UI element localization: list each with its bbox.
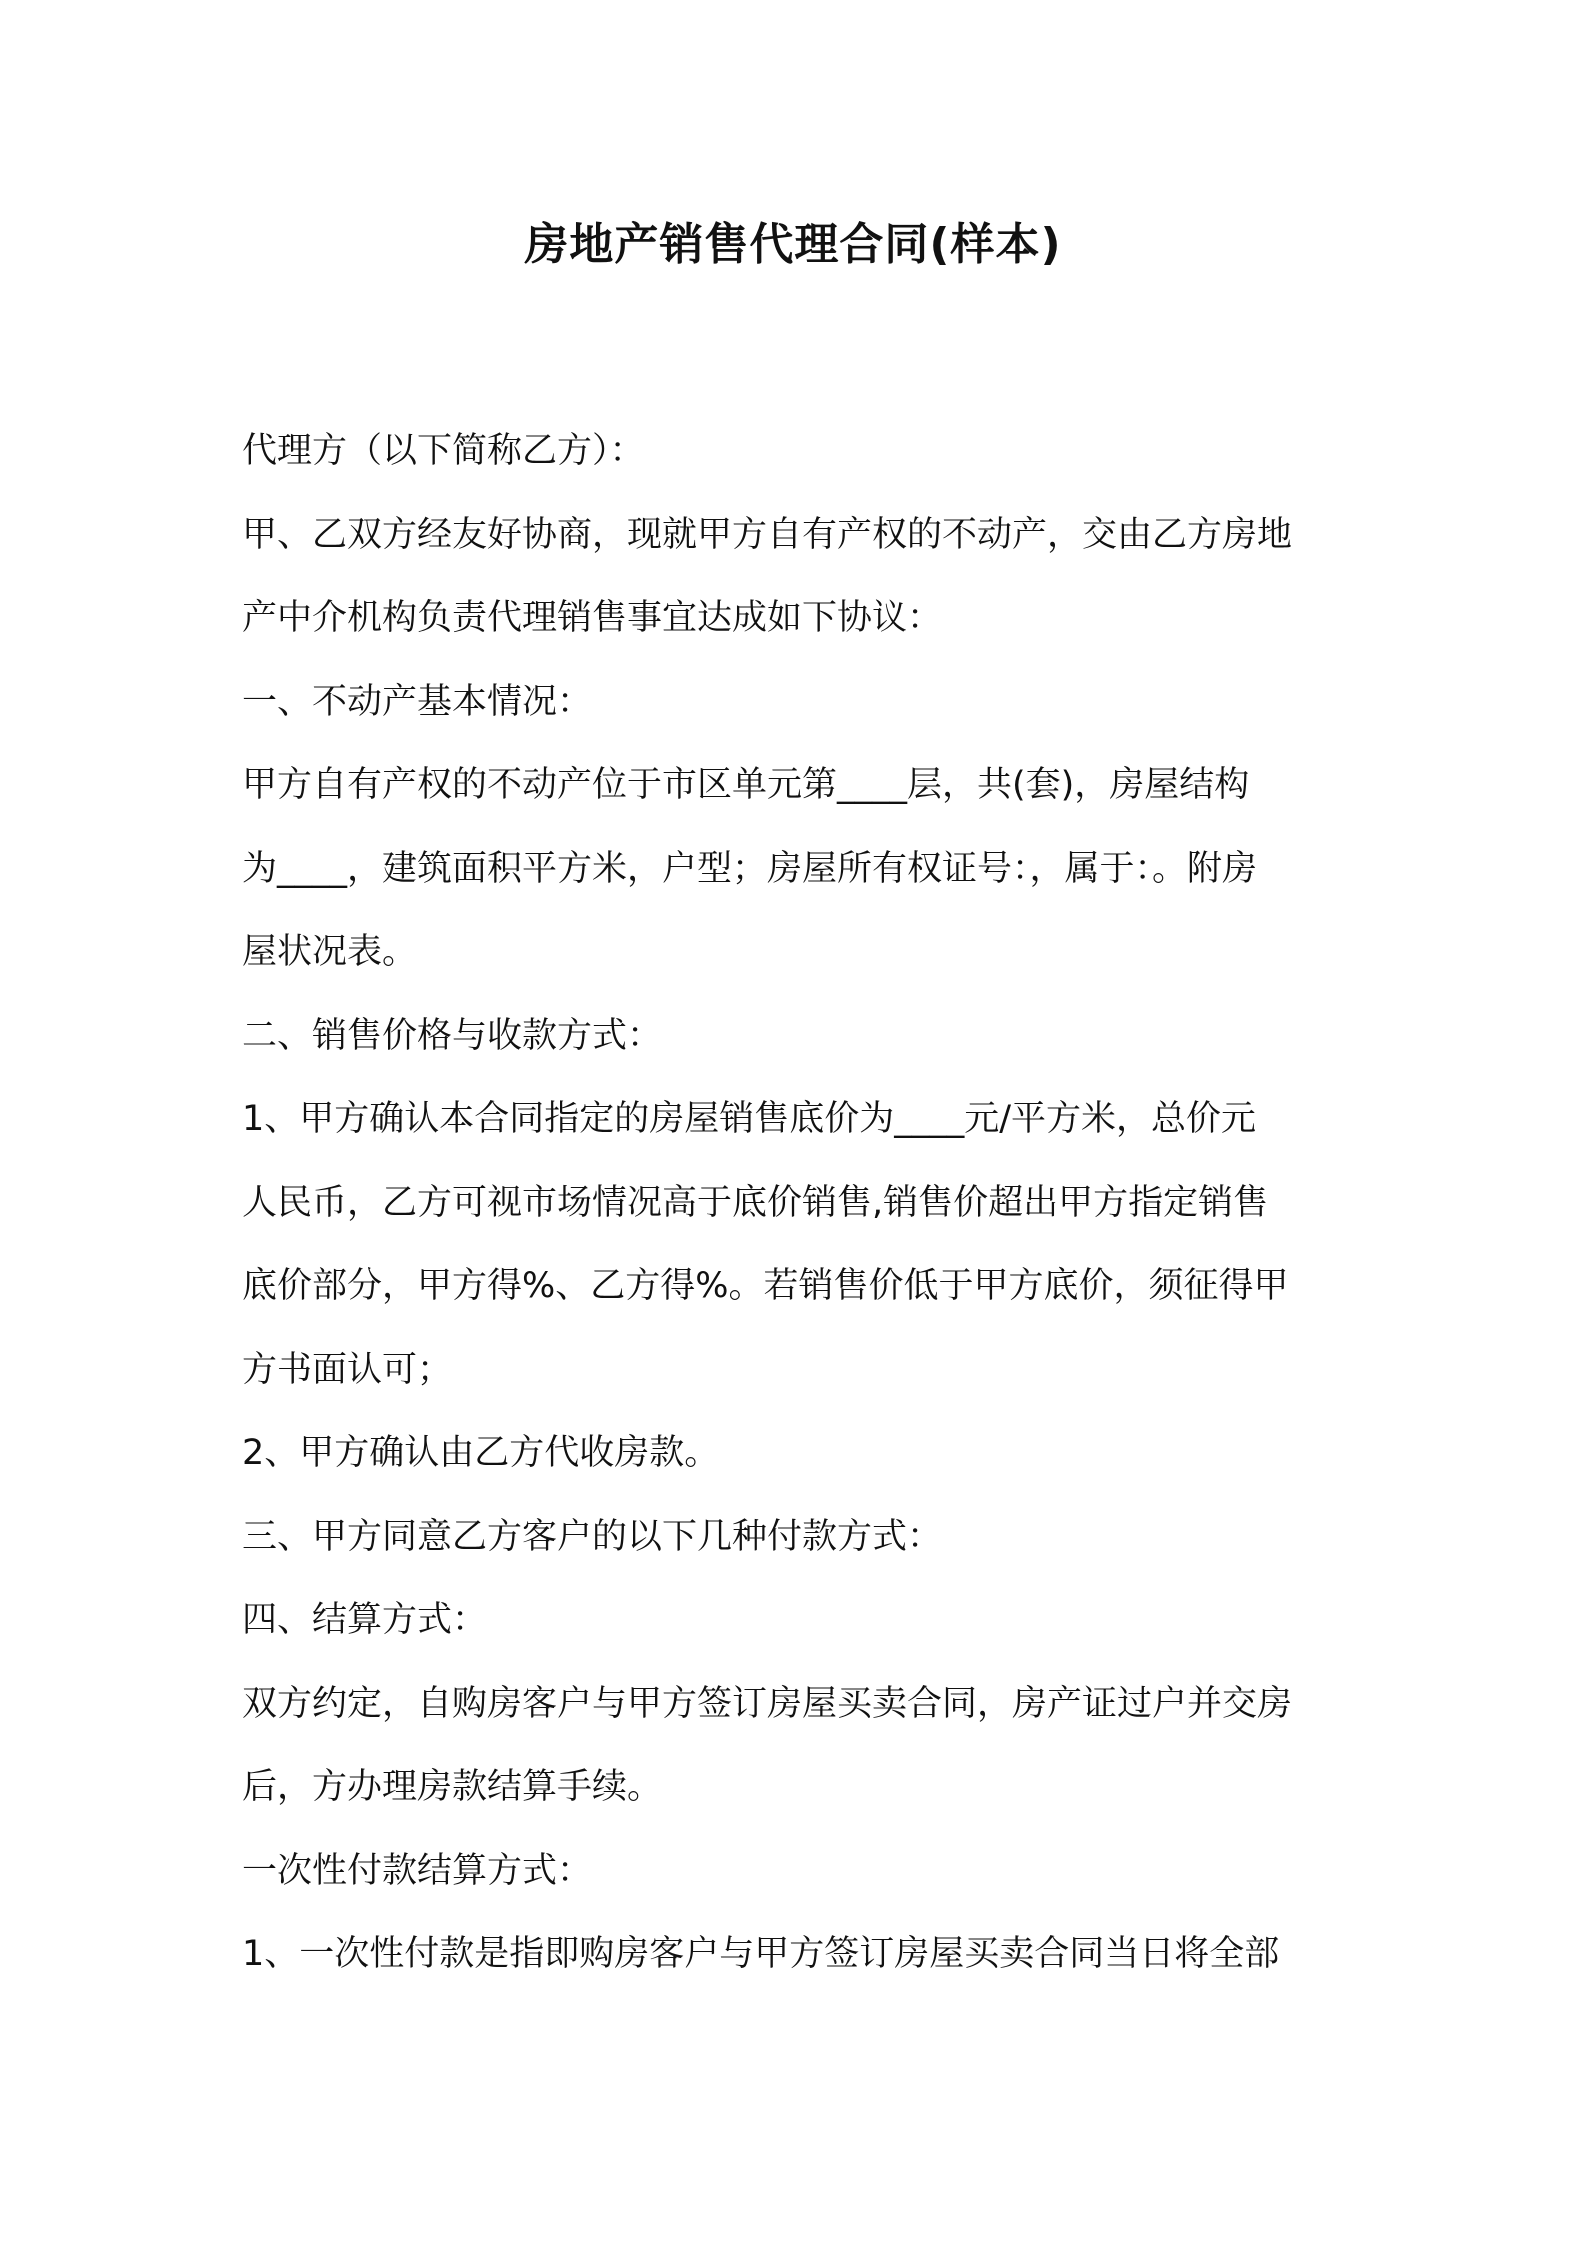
section-heading: 二、销售价格与收款方式：	[242, 1015, 663, 1056]
section-heading: 三、甲方同意乙方客户的以下几种付款方式：	[242, 1516, 943, 1557]
paragraph-line: 为____，建筑面积平方米，户型；房屋所有权证号：，属于：。附房	[242, 848, 1258, 889]
paragraph-line: 双方约定，自购房客户与甲方签订房屋买卖合同，房产证过户并交房	[242, 1683, 1293, 1724]
paragraph-line: 屋状况表。	[242, 932, 418, 972]
section-heading: 四、结算方式：	[242, 1600, 488, 1640]
paragraph-line: 方书面认可；	[242, 1349, 453, 1390]
paragraph-line: 1、一次性付款是指即购房客户与甲方签订房屋买卖合同当日将全部	[242, 1934, 1280, 1974]
section-heading: 一、不动产基本情况：	[242, 681, 593, 722]
paragraph-line: 人民币，乙方可视市场情况高于底价销售,销售价超出甲方指定销售	[242, 1182, 1269, 1223]
paragraph-line: 底价部分，甲方得%、乙方得%。若销售价低于甲方底价，须征得甲	[242, 1266, 1289, 1306]
paragraph-line: 产中介机构负责代理销售事宜达成如下协议：	[242, 598, 943, 638]
paragraph-line: 1、甲方确认本合同指定的房屋销售底价为____元/平方米，总价元	[242, 1099, 1257, 1139]
document-body	[242, 410, 1362, 1997]
paragraph-line: 甲、乙双方经友好协商，现就甲方自有产权的不动产，交由乙方房地	[242, 514, 1293, 555]
section-heading: 一次性付款结算方式：	[242, 1850, 593, 1891]
paragraph-line: 甲方自有产权的不动产位于市区单元第____层，共(套)，房屋结构	[242, 765, 1250, 805]
paragraph-line: 代理方（以下简称乙方）：	[242, 431, 645, 471]
paragraph-line: 2、甲方确认由乙方代收房款。	[242, 1433, 720, 1473]
document-title: 房地产销售代理合同(样本)	[524, 219, 1062, 270]
paragraph-line: 后，方办理房款结算手续。	[242, 1767, 663, 1807]
